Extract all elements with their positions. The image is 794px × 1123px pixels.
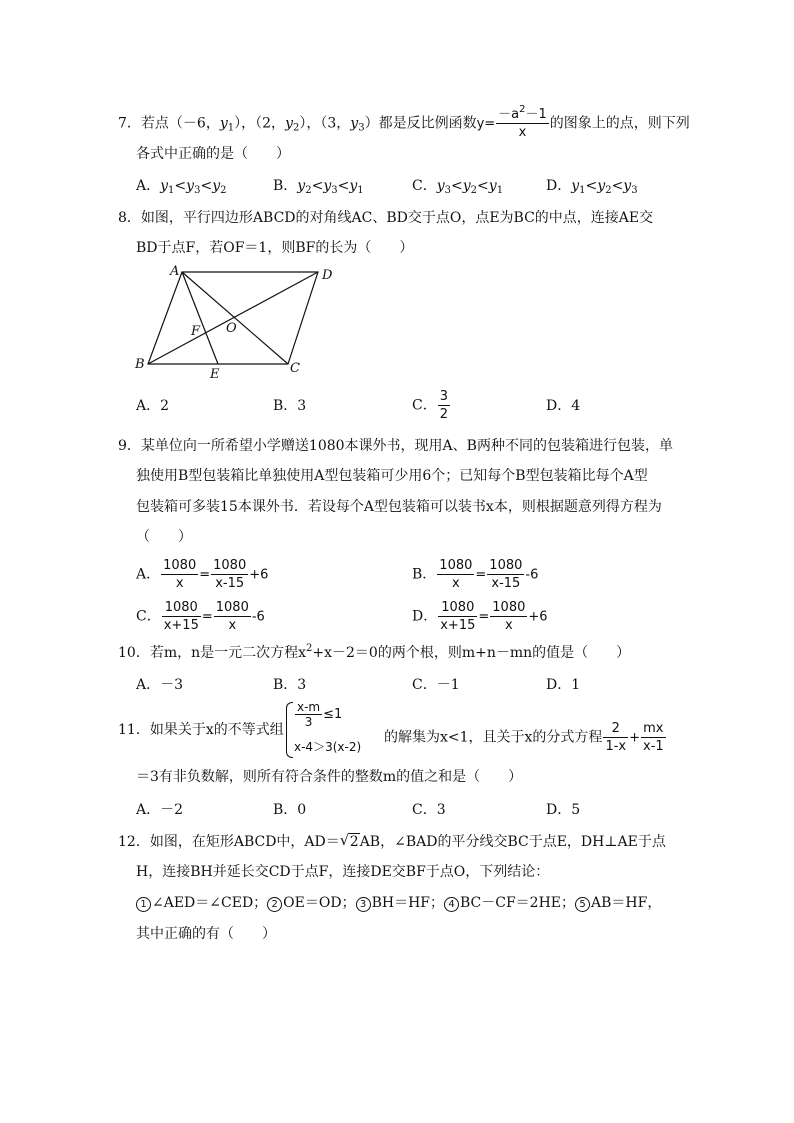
q10-sup: 2 <box>306 643 313 654</box>
q8-opt-c-num: 3 <box>439 389 448 404</box>
q9-opt-b-d1: x <box>451 576 460 591</box>
q11-f2-num: mx <box>641 720 666 738</box>
q7-option-b[interactable]: B．$y_2<y_3<y_1$ <box>273 178 364 196</box>
q7-text-c: ），（3， <box>299 115 351 132</box>
q11-ineq1-rel: ≤1 <box>323 707 343 722</box>
q8-number: 8． <box>118 210 141 226</box>
q7-y: y <box>219 115 228 132</box>
q11-ineq1-den: 3 <box>304 715 313 729</box>
label-c: C <box>290 361 300 376</box>
q12-c3-text: BH＝HF； <box>371 895 444 911</box>
q7-text-a: 若点（－6， <box>140 115 220 132</box>
q9-opt-c-eq: = <box>201 609 213 625</box>
q7-fraction <box>496 106 549 141</box>
q8-line-1 <box>118 208 653 228</box>
q8-text-1: 如图，平行四边形ABCD的对角线AC、BD交于点O，点E为BC的中点，连接AE交 <box>140 210 654 226</box>
q7-option-c[interactable]: C．$y_3<y_2<y_1$ <box>412 178 504 196</box>
q12-sqrt-value: 2 <box>349 834 359 850</box>
q9-opt-c-n2: 1080 <box>215 600 249 615</box>
q8-option-b[interactable]: B．3 <box>273 398 307 414</box>
q9-opt-d-label: D． <box>412 608 438 625</box>
q9-opt-b-n1: 1080 <box>439 558 473 573</box>
q8-option-c[interactable] <box>412 388 451 423</box>
q9-opt-b-frac2 <box>487 557 524 592</box>
q11-line-2: ＝3有非负数解，则所有符合条件的整数m的值之和是（ ） <box>136 769 523 785</box>
circled-1-icon: 1 <box>136 897 151 912</box>
q12-conclusion-2 <box>267 895 355 911</box>
q9-opt-c-frac1 <box>162 599 201 634</box>
q11-ineq1-frac <box>295 700 322 729</box>
q9-opt-a-tail: +6 <box>249 567 269 583</box>
q7-fn-num: －a <box>498 107 520 122</box>
q10-text-b: +x－2＝0的两个根，则m+n－mn的值是（ ） <box>312 645 631 661</box>
q7-fn-num-tail: －1 <box>525 107 547 122</box>
q11-text-b: 的解集为x<1，且关于x的分式方程 <box>384 729 603 746</box>
q7-sub3: 3 <box>358 122 365 134</box>
q12-conclusions <box>136 893 661 913</box>
q7-fn-sup: 2 <box>519 104 526 115</box>
q9-opt-d-eq: = <box>478 609 490 625</box>
q7-y3: y <box>350 115 359 132</box>
q10-option-c[interactable]: C．－1 <box>412 677 460 693</box>
q9-opt-a-label: A． <box>136 566 161 583</box>
label-b: B <box>135 357 145 372</box>
q9-opt-b-label: B． <box>412 566 437 583</box>
q12-number: 12． <box>118 834 150 850</box>
q11-f1-num: 2 <box>603 720 628 738</box>
q10-option-b[interactable]: B．3 <box>273 677 307 693</box>
q11-f2-den: x-1 <box>643 739 664 754</box>
label-f: F <box>191 324 201 339</box>
q10-number: 10． <box>118 645 150 661</box>
q12-text-b: AB，∠BAD的平分线交BC于点E，DH⊥AE于点 <box>359 834 666 850</box>
q7-line-1 <box>118 106 690 141</box>
q9-opt-b-n2: 1080 <box>489 558 523 573</box>
q8-line-2: BD于点F，若OF＝1，则BF的长为（ ） <box>136 240 414 256</box>
q9-opt-a-frac2 <box>211 557 248 592</box>
q12-sqrt <box>340 832 360 852</box>
q9-opt-c-label: C． <box>136 608 161 625</box>
q9-opt-d-n2: 1080 <box>492 600 526 615</box>
q12-conclusion-3 <box>356 895 444 911</box>
q11-frac-1 <box>603 720 628 755</box>
circled-4-icon: 4 <box>444 897 459 912</box>
circled-2-icon: 2 <box>267 897 282 912</box>
q11-ineq1-num: x-m <box>297 700 321 714</box>
q9-line-1 <box>118 436 673 456</box>
q9-opt-b-tail: -6 <box>525 567 539 583</box>
q9-line-2: 独使用B型包装箱比单独使用A型包装箱可少用6个；已知每个B型包装箱比每个A型 <box>136 468 648 484</box>
q9-line-4: （ ） <box>136 529 192 545</box>
segment-ae <box>182 272 218 364</box>
q9-opt-a-n1: 1080 <box>163 558 197 573</box>
q12-line-1 <box>118 832 666 852</box>
q7-option-a[interactable]: A．$y_1<y_3<y_2$ <box>136 178 227 196</box>
q11-text-a: 如果关于x的不等式组 <box>149 722 284 738</box>
q9-opt-d-frac1 <box>438 599 477 634</box>
q12-line-4: 其中正确的有（ ） <box>136 926 276 942</box>
q9-opt-c-d1: x+15 <box>163 618 199 633</box>
q7-text-e: 的图象上的点，则下列 <box>549 115 690 132</box>
q7-fn-den: x <box>518 125 527 140</box>
q9-option-c[interactable] <box>136 599 265 634</box>
q8-opt-c-fraction <box>438 388 450 423</box>
q11-brace <box>286 702 293 758</box>
q9-opt-a-eq: = <box>199 567 211 583</box>
q7-sub1: 1 <box>227 122 235 134</box>
q9-opt-c-n1: 1080 <box>162 599 201 617</box>
circled-5-icon: 5 <box>575 897 590 912</box>
diagonal-ac <box>182 272 288 364</box>
q12-conclusion-1 <box>136 895 267 911</box>
q9-opt-a-d1: x <box>175 576 184 591</box>
q9-opt-b-frac1 <box>437 557 474 592</box>
q8-option-a[interactable]: A．2 <box>136 398 170 414</box>
q12-c4-text: BC－CF＝2HE； <box>460 895 576 911</box>
q9-line-3: 包装箱可多装15本课外书．若设每个A型包装箱可以装书x本，则根据题意列得方程为 <box>136 499 662 515</box>
q10-line-1 <box>118 643 630 663</box>
q9-opt-d-frac2 <box>490 599 527 634</box>
q8-option-d[interactable]: D．4 <box>546 398 581 414</box>
q12-line-2: H，连接BH并延长交CD于点F，连接DE交BF于点O，下列结论： <box>136 864 550 880</box>
q12-conclusion-5 <box>575 895 661 911</box>
q11-inequality-system <box>286 700 362 758</box>
q9-opt-b-d2: x-15 <box>491 576 521 591</box>
q9-opt-d-d2: x <box>504 618 513 633</box>
q8-opt-c-den: 2 <box>439 407 448 422</box>
q9-option-b[interactable] <box>412 557 538 592</box>
q7-text-d: ）都是反比例函数 <box>364 115 477 132</box>
q8-parallelogram-figure <box>130 262 340 384</box>
q12-conclusion-4 <box>444 895 575 911</box>
q9-opt-b-eq: = <box>475 567 487 583</box>
q9-opt-a-n2: 1080 <box>213 558 247 573</box>
q11-option-a[interactable]: A．－2 <box>136 802 184 818</box>
q9-option-d[interactable] <box>412 599 548 634</box>
label-o: O <box>226 321 237 336</box>
label-d: D <box>322 268 333 283</box>
q7-text-b: ），（2， <box>234 115 286 132</box>
label-e: E <box>210 367 220 382</box>
q11-plus: + <box>629 730 640 746</box>
q7-y2: y <box>285 115 293 132</box>
q7-line-2: 各式中正确的是（ ） <box>136 146 290 162</box>
q8-opt-c-label: C． <box>412 397 437 414</box>
q11-line-1b <box>384 720 667 755</box>
q9-opt-d-n1: 1080 <box>438 599 477 617</box>
circled-3-icon: 3 <box>356 897 371 912</box>
q12-c1-text: ∠AED＝∠CED； <box>152 895 268 911</box>
q9-opt-c-d2: x <box>228 618 237 633</box>
q7-option-d[interactable]: D．$y_1<y_2<y_3$ <box>546 178 638 196</box>
q9-opt-c-tail: -6 <box>251 609 265 625</box>
q11-ineq-2: x-4＞3(x-2) <box>294 740 362 754</box>
q9-opt-d-d1: x+15 <box>440 618 476 633</box>
q9-option-a[interactable] <box>136 557 268 592</box>
q11-ineq-1 <box>294 700 342 729</box>
q9-opt-a-d2: x-15 <box>215 576 245 591</box>
q7-sub2: 2 <box>292 122 300 134</box>
q12-c5-text: AB＝HF， <box>591 895 662 911</box>
q11-frac-2 <box>641 720 666 755</box>
label-a: A <box>170 264 180 279</box>
q12-text-a: 如图，在矩形ABCD中，AD＝ <box>149 834 340 850</box>
q9-opt-d-tail: +6 <box>528 609 548 625</box>
q9-opt-c-frac2 <box>214 599 251 634</box>
q9-opt-a-frac1 <box>161 557 198 592</box>
q10-option-a[interactable]: A．－3 <box>136 677 184 693</box>
q11-line-1a <box>118 720 284 740</box>
q7-number: 7． <box>118 115 141 132</box>
q11-option-b[interactable]: B．0 <box>273 802 307 818</box>
q11-option-c[interactable]: C．3 <box>412 802 446 818</box>
sqrt-icon: √ <box>339 831 350 849</box>
q7-fn-lhs: y= <box>476 116 496 132</box>
q11-number: 11． <box>118 722 150 738</box>
q11-f1-den: 1-x <box>605 739 627 754</box>
q9-number: 9． <box>118 438 141 454</box>
q10-option-d[interactable]: D．1 <box>546 677 581 693</box>
q10-text-a: 若m，n是一元二次方程x <box>149 645 307 661</box>
q9-text-1: 某单位向一所希望小学赠送1080本课外书，现用A、B两种不同的包装箱进行包装，单 <box>140 438 673 454</box>
q11-option-d[interactable]: D．5 <box>546 802 581 818</box>
q12-c2-text: OE＝OD； <box>283 895 356 911</box>
